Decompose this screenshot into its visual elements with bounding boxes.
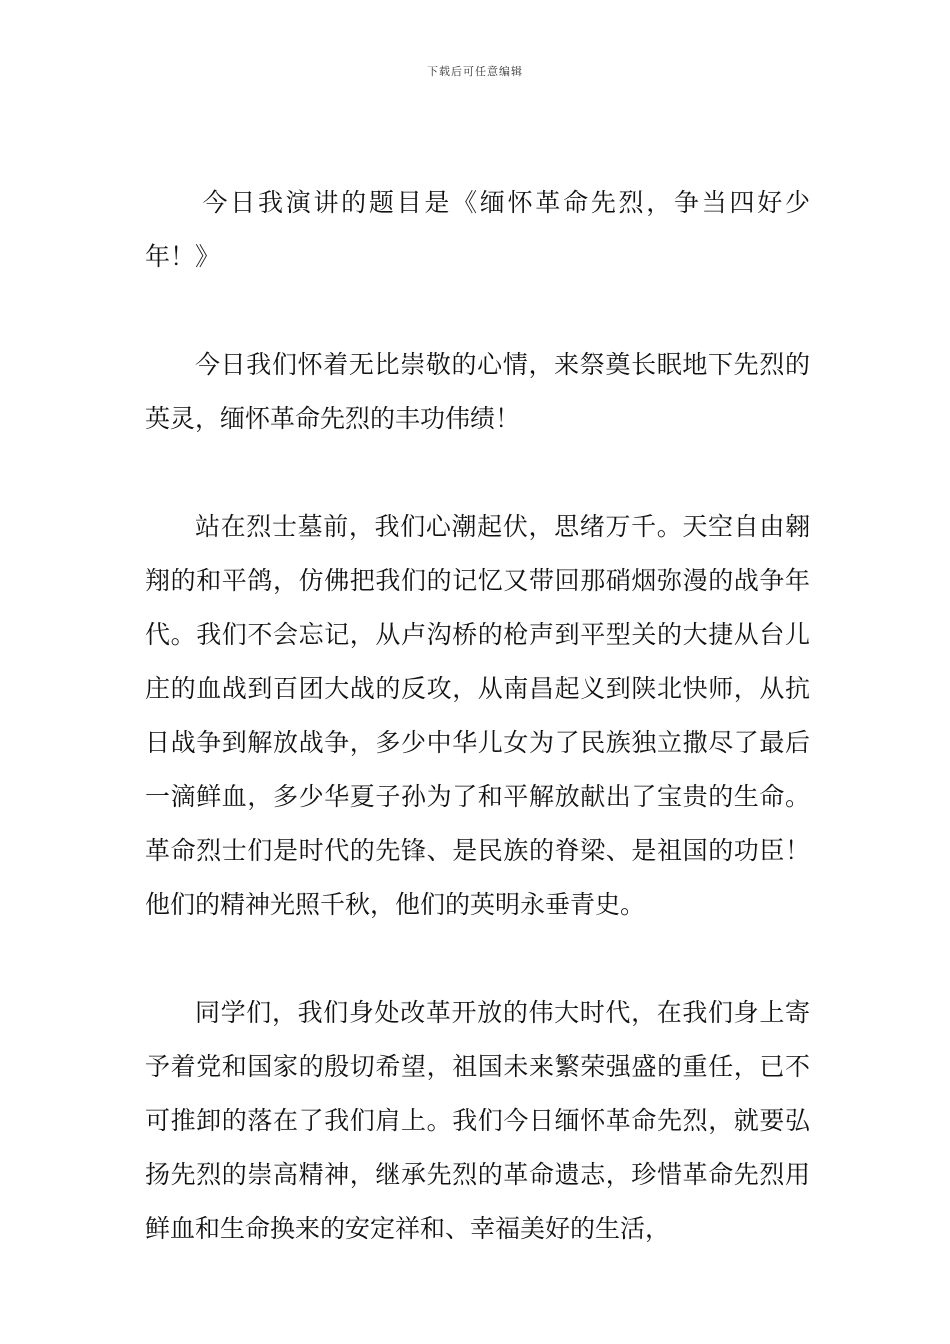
paragraph: 今日我们怀着无比崇敬的心情，来祭奠长眠地下先烈的英灵，缅怀革命先烈的丰功伟绩！ (145, 350, 810, 433)
paragraph-title: 今日我演讲的题目是《缅怀革命先烈，争当四好少年！》 (145, 188, 810, 271)
document-body (145, 176, 810, 1256)
paragraph: 站在烈士墓前，我们心潮起伏，思绪万千。天空自由翱翔的和平鸽，仿佛把我们的记忆又带回那硝烟弥漫的战争年代。我们不会忘记，从卢沟桥的枪声到平型关的大捷从台儿庄的血战到百团大战的反攻，从南昌起义到陕北快师，从抗日战争到解放战争，多少中华儿女为了民族独立撒尽了最后一滴鲜血，多少华夏子孙为了和平解放献出了宝贵的生命。革命烈士们是时代的先锋、是民族的脊梁、是祖国的功臣！他们的精神光照千秋，他们的英明永垂青史。 (145, 512, 810, 919)
page-header-note: 下载后可任意编辑 (427, 65, 523, 78)
paragraph: 同学们，我们身处改革开放的伟大时代，在我们身上寄予着党和国家的殷切希望，祖国未来繁荣强盛的重任，已不可推卸的落在了我们肩上。我们今日缅怀革命先烈，就要弘扬先烈的崇高精神，继承先烈的革命遗志，珍惜革命先烈用鲜血和生命换来的安定祥和、幸福美好的生活， (145, 998, 810, 1243)
